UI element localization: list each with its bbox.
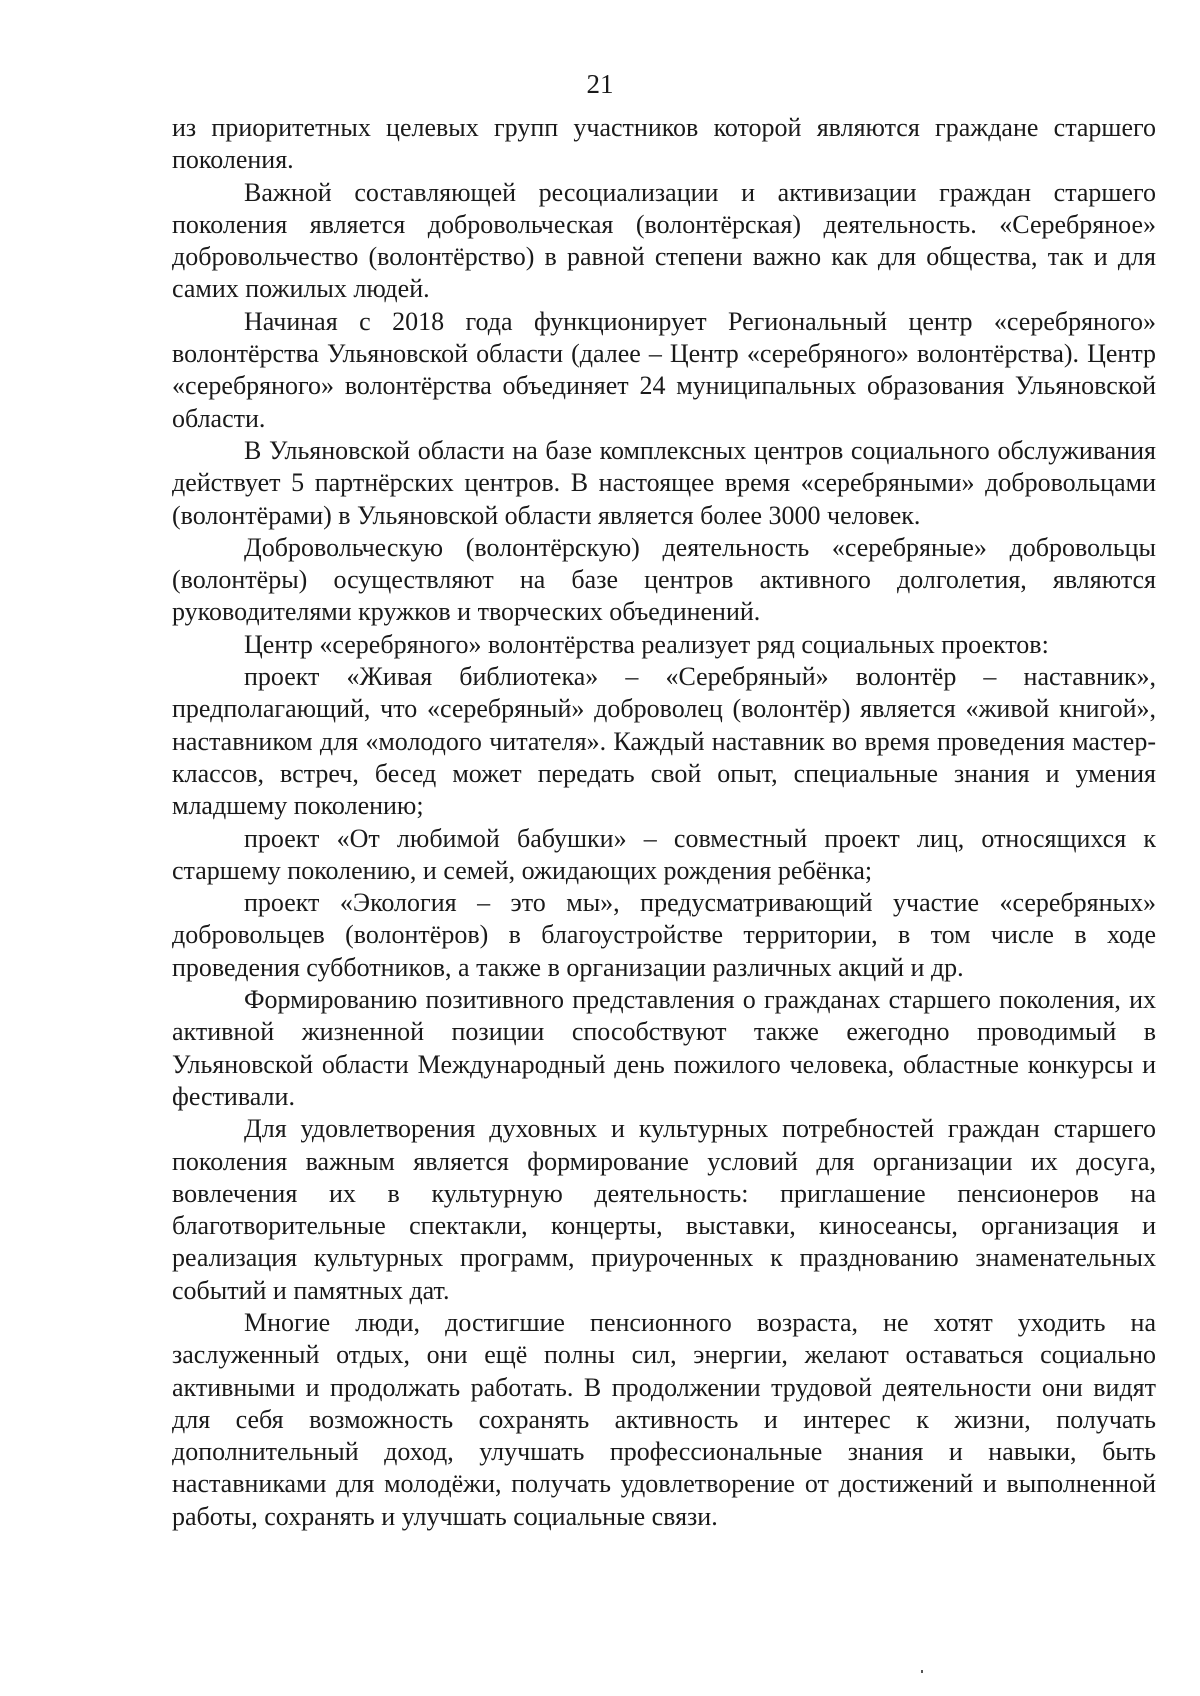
paragraph: Начиная с 2018 года функционирует Региональный центр «серебряного» волонтёрства Ульяновской области (далее – Центр «серебряного» волонтёрства). Центр «серебряного» волонтёрства объединяет 24 муниципальных образования Ульяновской области.: [172, 306, 1156, 433]
paragraph: Многие люди, достигшие пенсионного возраста, не хотят уходить на заслуженный отдых, они ещё полны сил, энергии, желают оставаться социально активными и продолжать работать. В продолжении трудовой деятельности они видят для себя возможность сохранять активность и интерес к жизни, получать дополнительный доход, улучшать профессиональные знания и навыки, быть наставниками для молодёжи, получать удовлетворение от достижений и выполненной работы, сохранять и улучшать социальные связи.: [172, 1307, 1156, 1531]
paragraph: В Ульяновской области на базе комплексных центров социального обслуживания действует 5 партнёрских центров. В настоящее время «серебряными» добровольцами (волонтёрами) в Ульяновской области является более 3000 человек.: [172, 435, 1156, 530]
paragraph-continuation: из приоритетных целевых групп участников которой являются граждане старшего поколения.: [172, 113, 1156, 175]
page-number: 21: [586, 69, 614, 99]
project-item: проект «От любимой бабушки» – совместный проект лиц, относящихся к старшему поколению, и семей, ожидающих рождения ребёнка;: [172, 823, 1156, 885]
paragraph: Добровольческую (волонтёрскую) деятельность «серебряные» добровольцы (волонтёры) осуществляют на базе центров активного долголетия, являются руководителями кружков и творческих объединений.: [172, 532, 1156, 627]
paragraph: Важной составляющей ресоциализации и активизации граждан старшего поколения является добровольческая (волонтёрская) деятельность. «Серебряное» добровольчество (волонтёрство) в равной степени важно как для общества, так и для самих пожилых людей.: [172, 177, 1156, 304]
paragraph: Центр «серебряного» волонтёрства реализует ряд социальных проектов:: [244, 629, 1049, 659]
scan-speck: [921, 1670, 923, 1673]
body-text: [172, 112, 1156, 1533]
project-item: проект «Живая библиотека» – «Серебряный» волонтёр – наставник», предполагающий, что «серебряный» доброволец (волонтёр) является «живой книгой», наставником для «молодого читателя». Каждый наставник во время проведения мастер-классов, встреч, бесед может передать свой опыт, специальные знания и умения младшему поколению;: [172, 662, 1156, 821]
paragraph: Для удовлетворения духовных и культурных потребностей граждан старшего поколения важным является формирование условий для организации их досуга, вовлечения их в культурную деятельность: приглашение пенсионеров на благотворительные спектакли, концерты, выставки, киносеансы, организация и реализация культурных программ, приуроченных к празднованию знаменательных событий и памятных дат.: [172, 1114, 1156, 1305]
project-item: проект «Экология – это мы», предусматривающий участие «серебряных» добровольцев (волонтёров) в благоустройстве территории, в том числе в ходе проведения субботников, а также в организации различных акций и др.: [172, 888, 1156, 982]
paragraph: Формированию позитивного представления о гражданах старшего поколения, их активной жизненной позиции способствуют также ежегодно проводимый в Ульяновской области Международный день пожилого человека, областные конкурсы и фестивали.: [172, 985, 1156, 1111]
